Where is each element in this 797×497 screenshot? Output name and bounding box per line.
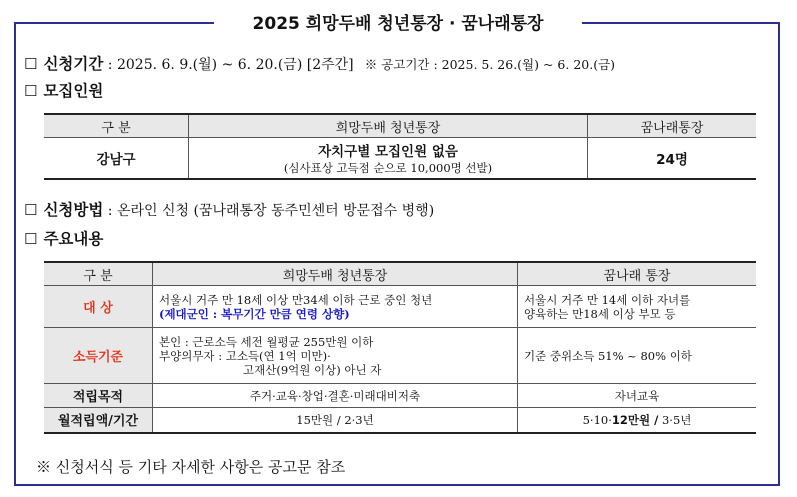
income-youth-line: 본인 : 근로소득 세전 월평균 255만원 이하 (159, 334, 374, 349)
content-table (44, 261, 756, 434)
header-youth: 희망두배 청년통장 (153, 262, 518, 286)
table-header-row (44, 262, 756, 286)
recruit-table (44, 113, 756, 180)
target-youth-cell (153, 286, 518, 328)
method-value: : 온라인 신청 (꿈나래통장 동주민센터 방문접수 병행) (103, 203, 435, 219)
method-label: 신청방법 (43, 201, 104, 219)
youth-quota-main: 자치구별 모집인원 없음 (318, 144, 458, 160)
table-header-row (44, 114, 756, 138)
target-dream-cell (518, 286, 757, 328)
purpose-label: 적립목적 (44, 384, 153, 408)
income-youth-cell (153, 328, 518, 384)
announcement-period: ※ 공고기간 : 2025. 5. 26.(월) ~ 6. 20.(금) (364, 57, 616, 72)
header-youth: 희망두배 청년통장 (189, 114, 588, 138)
period-label: 신청기간 (43, 55, 104, 73)
recruit-heading (24, 79, 103, 101)
header-category: 구 분 (44, 114, 189, 138)
district-cell: 강남구 (44, 138, 189, 180)
veteran-note: (제대군인 : 복무기간 만큼 연령 상향) (159, 306, 350, 321)
target-youth-line: 서울시 거주 만 18세 이상 만34세 이하 근로 중인 청년 (159, 292, 433, 307)
purpose-youth-cell: 주거·교육·창업·결혼·미래대비저축 (153, 384, 518, 408)
table-row (44, 408, 756, 433)
table-row (44, 138, 756, 180)
header-category: 구 분 (44, 262, 153, 286)
income-dream-cell: 기준 중위소득 51% ~ 80% 이하 (518, 328, 757, 384)
table-row (44, 328, 756, 384)
monthly-dream-cell (518, 408, 757, 433)
checkbox-icon: ☐ (24, 201, 38, 219)
checkbox-icon: ☐ (24, 82, 38, 100)
monthly-dream-bold: 12만원 / (611, 412, 659, 427)
target-dream-line: 양육하는 만18세 이상 부모 등 (524, 306, 676, 321)
monthly-label: 월적립액/기간 (44, 408, 153, 433)
target-label: 대 상 (44, 286, 153, 328)
dream-quota-cell: 24명 (588, 138, 757, 180)
period-colon: : (103, 57, 117, 73)
application-method-line (24, 198, 434, 220)
income-youth-line: 고재산(9억원 이상) 아닌 자 (243, 362, 382, 377)
checkbox-icon: ☐ (24, 55, 38, 73)
period-value: 2025. 6. 9.(월) ~ 6. 20.(금) [2주간] (116, 57, 354, 73)
income-label: 소득기준 (44, 328, 153, 384)
footnote: ※ 신청서식 등 기타 자세한 사항은 공고문 참조 (36, 458, 346, 476)
target-dream-line: 서울시 거주 만 14세 이하 자녀를 (524, 292, 691, 307)
page-title: 2025 희망두배 청년통장 · 꿈나래통장 (214, 6, 582, 42)
monthly-dream-pre: 5·10· (582, 412, 612, 427)
monthly-dream-post: 3·5년 (658, 412, 692, 427)
youth-quota-cell (189, 138, 588, 180)
header-dream: 꿈나래통장 (588, 114, 757, 138)
main-label: 주요내용 (43, 230, 104, 248)
monthly-youth-cell: 15만원 / 2·3년 (153, 408, 518, 433)
table-row (44, 286, 756, 328)
purpose-dream-cell: 자녀교육 (518, 384, 757, 408)
income-youth-line: 부양의무자 : 고소득(연 1억 미만)· (159, 348, 331, 363)
header-dream: 꿈나래 통장 (518, 262, 757, 286)
main-content-heading (24, 227, 103, 249)
recruit-label: 모집인원 (43, 82, 104, 100)
table-row (44, 384, 756, 408)
youth-quota-sub: (심사표상 고득점 순으로 10,000명 선발) (283, 161, 493, 175)
checkbox-icon: ☐ (24, 230, 38, 248)
application-period-line (24, 52, 615, 74)
